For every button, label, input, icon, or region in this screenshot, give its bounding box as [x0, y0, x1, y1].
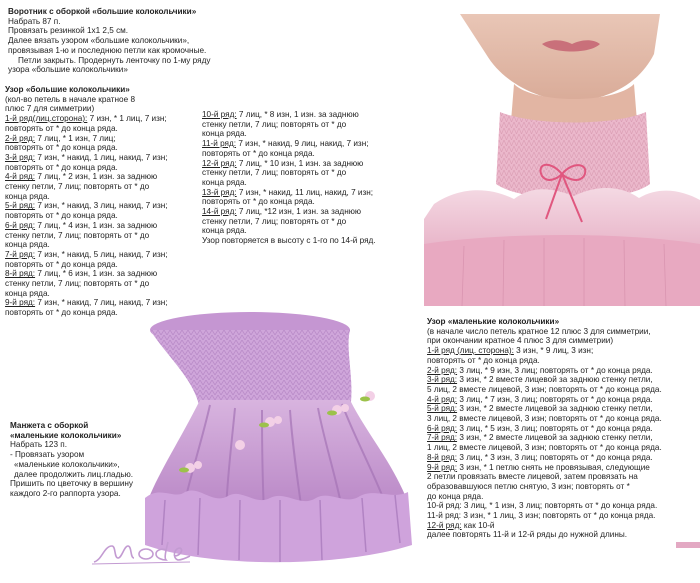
collar-photo — [424, 14, 700, 306]
magazine-logo — [92, 538, 192, 566]
row-continuation: стенку петли, 7 лиц; повторять от * до — [5, 230, 150, 240]
pattern-row — [5, 201, 205, 211]
row-label: 12-й ряд: — [202, 158, 237, 168]
row-label: 7-й ряд: — [427, 433, 458, 443]
pattern-row — [427, 521, 687, 531]
row-label: 6-й ряд: — [5, 220, 36, 230]
cuff-title: Манжета с оборкой — [10, 421, 89, 430]
pattern-small-intro: (в начале число петель кратное 12 плюс 3 для симметрии, — [427, 326, 651, 336]
row-text: 3 лиц, * 1 изн, 3 лиц; повторять от * до конца ряда. — [463, 501, 658, 511]
row-continuation: конца ряда. — [202, 177, 247, 187]
collar-line: провязывая 1-ю и последнюю петли как кромочные. — [8, 45, 207, 55]
row-text: 3 изн, * 9 лиц, 3 изн; — [516, 346, 594, 356]
row-label: 2-й ряд: — [5, 133, 36, 143]
row-continuation: повторять от * до конца ряда. — [5, 143, 118, 153]
pattern-small-intro: при окончании кратное 4 плюс 3 для симметрии) — [427, 336, 614, 346]
row-text: 3 изн, * 2 вместе лицевой за заднюю стенку петли, — [459, 375, 653, 385]
pattern-row — [427, 511, 687, 521]
row-label: 12-й ряд: — [427, 520, 462, 530]
pattern-row — [427, 395, 687, 405]
pattern-row — [427, 463, 687, 473]
row-text: 7 лиц, * 4 изн, 1 изн. за заднюю — [37, 220, 158, 230]
cuff-line: Набрать 123 п. — [10, 440, 68, 450]
pattern-row — [427, 433, 687, 443]
row-continuation: повторять от * до конца ряда. — [5, 308, 118, 318]
row-label: 1-й ряд (лиц. сторона): — [427, 346, 514, 356]
row-label: 5-й ряд: — [427, 404, 458, 414]
collar-line: Далее вязать узором «большие колокольчики», — [8, 36, 190, 46]
row-text: 7 изн, * накид, 7 лиц, накид, 7 изн; — [37, 298, 168, 308]
pattern-big-intro: плюс 7 для симметрии) — [5, 104, 95, 114]
row-text: 7 лиц, *12 изн, 1 изн. за заднюю — [238, 207, 362, 217]
row-continuation: конца ряда. — [202, 129, 247, 139]
row-label: 1-й ряд(лиц.сторона): — [5, 114, 88, 124]
pattern-row — [427, 346, 687, 356]
row-text: 7 изн, * накид, 3 лиц, накид, 7 изн; — [37, 201, 168, 211]
row-label: 10-й ряд: — [427, 501, 462, 511]
row-text: 7 изн, * 1 лиц, 7 изн; — [89, 114, 167, 124]
row-label: 13-й ряд: — [202, 187, 237, 197]
row-continuation: стенку петли, 7 лиц; повторять от * до — [5, 279, 150, 289]
row-text: 3 лиц, * 7 изн, 3 лиц; повторять от * до конца ряда. — [459, 394, 653, 404]
collar-line: узора «большие колокольчики» — [8, 65, 128, 75]
row-continuation: повторять от * до конца ряда. — [5, 162, 118, 172]
row-continuation: 5 лиц, 2 вместе лицевой, 3 изн; повторять от * до конца ряда. — [427, 384, 662, 394]
pattern-row — [427, 424, 687, 434]
row-continuation: повторять от * до конца ряда. — [5, 123, 118, 133]
pattern-row — [427, 375, 687, 385]
row-continuation: 1 лиц, 2 вместе лицевой, 3 изн; повторять от * до конца ряда. — [427, 443, 662, 453]
pattern-small-section — [427, 317, 687, 540]
cuff-line: «маленькие колокольчики», — [14, 459, 120, 469]
cuff-line: далее продолжить лиц.гладью. — [14, 469, 134, 479]
collar-title: Воротник с оборкой «большие колокольчики» — [8, 7, 197, 16]
row-label: 9-й ряд: — [5, 298, 36, 308]
row-text: 7 изн, * накид, 9 лиц, накид, 7 изн; — [238, 139, 369, 149]
row-continuation: 2 петли провязать вместе лицевой, затем провязать на — [427, 472, 638, 482]
row-label: 2-й ряд: — [427, 365, 458, 375]
cuff-title: «маленькие колокольчики» — [10, 430, 122, 440]
row-continuation: стенку петли, 7 лиц; повторять от * до — [202, 119, 347, 129]
pattern-row — [5, 250, 205, 260]
pattern-row — [5, 172, 205, 182]
pattern-row — [5, 221, 205, 231]
pattern-row — [202, 110, 402, 120]
cuff-line: каждого 2-го раппорта узора. — [10, 488, 121, 498]
row-text: 3 лиц, * 9 изн, 3 лиц; повторять от * до конца ряда. — [459, 365, 653, 375]
pattern-row — [5, 114, 205, 124]
pattern-big-repeat: Узор повторяется в высоту с 1-го по 14-й ряд. — [202, 236, 376, 246]
row-text: 7 изн, * накид, 5 лиц, накид, 7 изн; — [37, 249, 168, 259]
pattern-row — [5, 134, 205, 144]
cuff-photo — [140, 300, 415, 575]
row-label: 11-й ряд: — [427, 511, 462, 521]
row-text: 3 изн, * 1 петлю снять не провязывая, следующие — [459, 462, 650, 472]
row-text: как 10-й — [463, 520, 495, 530]
pattern-row — [202, 159, 402, 169]
row-label: 14-й ряд: — [202, 207, 237, 217]
row-continuation: 3 лиц, 2 вместе лицевой, 3 изн; повторять от * до конца ряда. — [427, 414, 662, 424]
row-label: 4-й ряд: — [427, 394, 458, 404]
row-continuation: конца ряда. — [5, 288, 50, 298]
row-text: 3 изн, * 2 вместе лицевой за заднюю стенку петли, — [459, 404, 653, 414]
row-label: 8-й ряд: — [5, 269, 36, 279]
row-label: 7-й ряд: — [5, 249, 36, 259]
row-continuation: повторять от * до конца ряда. — [427, 355, 540, 365]
collar-line: Петли закрыть. Продернуть ленточку по 1-му ряду — [18, 55, 211, 65]
cuff-section — [10, 421, 170, 499]
pattern-row — [202, 207, 402, 217]
row-continuation: до конца ряда. — [427, 491, 484, 501]
row-label: 4-й ряд: — [5, 172, 36, 182]
row-continuation: повторять от * до конца ряда. — [202, 148, 315, 158]
page-edge-accent — [676, 542, 700, 548]
row-continuation: стенку петли, 7 лиц; повторять от * до — [5, 182, 150, 192]
collar-line: Набрать 87 п. — [8, 16, 61, 26]
row-label: 9-й ряд: — [427, 462, 458, 472]
row-continuation: образовавшуюся петлю снятую, 3 изн; повторять от * — [427, 481, 630, 491]
pattern-row — [427, 453, 687, 463]
pattern-row — [427, 366, 687, 376]
cuff-line: Пришить по цветочку в вершину — [10, 479, 134, 489]
row-text: 7 лиц, * 1 изн, 7 лиц; — [37, 133, 116, 143]
row-text: 7 лиц, * 8 изн, 1 изн. за заднюю — [238, 110, 359, 119]
row-label: 5-й ряд: — [5, 201, 36, 211]
row-text: 7 изн, * накид, 11 лиц, накид, 7 изн; — [238, 187, 374, 197]
row-label: 3-й ряд: — [5, 152, 36, 162]
row-label: 8-й ряд: — [427, 452, 458, 462]
row-label: 6-й ряд: — [427, 423, 458, 433]
cuff-line: - Провязать узором — [10, 450, 85, 460]
pattern-row — [202, 139, 402, 149]
row-continuation: конца ряда. — [5, 240, 50, 250]
row-label: 10-й ряд: — [202, 110, 237, 119]
collar-section — [8, 7, 233, 75]
row-text: 3 лиц, * 3 изн, 3 лиц; повторять от * до конца ряда. — [459, 452, 653, 462]
collar-line: Провязать резинкой 1х1 2,5 см. — [8, 26, 129, 36]
row-text: 3 изн, * 1 лиц, 3 изн; повторять от * до конца ряда. — [463, 511, 656, 521]
row-continuation: стенку петли, 7 лиц; повторять от * до — [202, 168, 347, 178]
row-text: 7 лиц, * 2 изн, 1 изн. за заднюю — [37, 172, 158, 182]
pattern-row — [5, 153, 205, 163]
row-label: 11-й ряд: — [202, 139, 237, 149]
row-continuation: конца ряда. — [202, 226, 247, 236]
pattern-big-title: Узор «большие колокольчики» — [5, 85, 130, 94]
row-label: 3-й ряд: — [427, 375, 458, 385]
pattern-row — [427, 404, 687, 414]
row-continuation: стенку петли, 7 лиц; повторять от * до — [202, 216, 347, 226]
pattern-big-column-2 — [202, 110, 402, 246]
row-text: 3 лиц, * 5 изн, 3 лиц; повторять от * до конца ряда. — [459, 423, 653, 433]
row-continuation: повторять от * до конца ряда. — [202, 197, 315, 207]
row-text: 7 изн, * накид, 1 лиц, накид, 7 изн; — [37, 152, 168, 162]
pattern-small-title: Узор «маленькие колокольчики» — [427, 317, 560, 326]
pattern-row — [427, 501, 687, 511]
row-continuation: конца ряда. — [5, 191, 50, 201]
pattern-small-repeat: далее повторять 11-й и 12-й ряды до нужной длины. — [427, 530, 628, 540]
pattern-big-intro: (кол-во петель в начале кратное 8 — [5, 94, 135, 104]
row-text: 7 лиц, * 6 изн, 1 изн. за заднюю — [37, 269, 158, 279]
pattern-row — [5, 269, 205, 279]
pattern-big-column-1 — [5, 85, 205, 318]
mode-logo-icon — [92, 538, 192, 566]
row-continuation: повторять от * до конца ряда. — [5, 211, 118, 221]
row-text: 7 лиц, * 10 изн, 1 изн. за заднюю — [238, 158, 364, 168]
row-text: 3 изн, * 2 вместе лицевой за заднюю стенку петли, — [459, 433, 653, 443]
row-continuation: повторять от * до конца ряда. — [5, 259, 118, 269]
pattern-row — [202, 188, 402, 198]
